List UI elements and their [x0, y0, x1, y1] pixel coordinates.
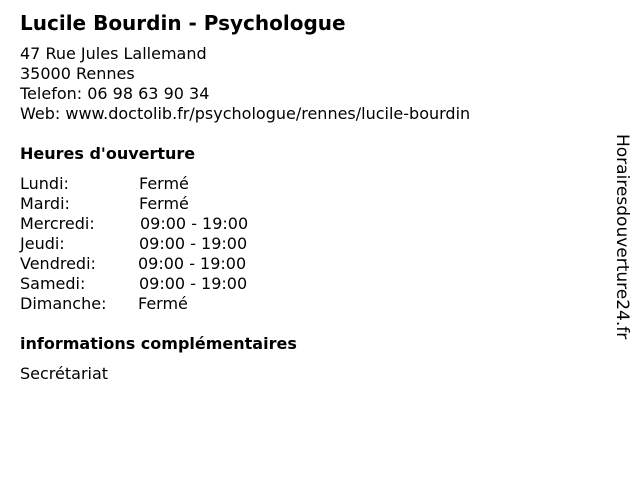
- page-title: Lucile Bourdin - Psychologue: [20, 11, 346, 35]
- phone-number: Telefon: 06 98 63 90 34: [20, 84, 210, 103]
- additional-info-text: Secrétariat: [20, 364, 109, 383]
- day-label: Samedi:: [20, 274, 86, 293]
- hours-value: 09:00 - 19:00: [139, 234, 248, 253]
- day-label: Mardi:: [20, 194, 70, 213]
- hours-row-monday: [20, 174, 320, 194]
- hours-row-tuesday: [20, 194, 320, 214]
- hours-row-sunday: [20, 294, 320, 314]
- opening-hours-list: [20, 174, 320, 314]
- hours-value: 09:00 - 19:00: [138, 254, 247, 273]
- hours-row-friday: [20, 254, 320, 274]
- watermark-text: Horairesdouverture24.fr: [612, 134, 632, 340]
- street-address: 47 Rue Jules Lallemand: [20, 44, 207, 63]
- day-label: Vendredi:: [20, 254, 96, 273]
- hours-value: 09:00 - 19:00: [139, 274, 248, 293]
- hours-value: Fermé: [138, 294, 188, 313]
- hours-row-wednesday: [20, 214, 320, 234]
- website-url: Web: www.doctolib.fr/psychologue/rennes/lucile-bourdin: [20, 104, 471, 123]
- hours-value: Fermé: [139, 174, 189, 193]
- hours-value: Fermé: [139, 194, 189, 213]
- day-label: Lundi:: [20, 174, 69, 193]
- hours-row-saturday: [20, 274, 320, 294]
- additional-info-heading: informations complémentaires: [20, 334, 297, 353]
- hours-value: 09:00 - 19:00: [140, 214, 249, 233]
- opening-hours-heading: Heures d'ouverture: [20, 144, 196, 163]
- hours-row-thursday: [20, 234, 320, 254]
- day-label: Dimanche:: [20, 294, 107, 313]
- site-watermark: [612, 134, 632, 374]
- day-label: Mercredi:: [20, 214, 95, 233]
- address-block: [20, 44, 470, 124]
- day-label: Jeudi:: [20, 234, 65, 253]
- city-postcode: 35000 Rennes: [20, 64, 135, 83]
